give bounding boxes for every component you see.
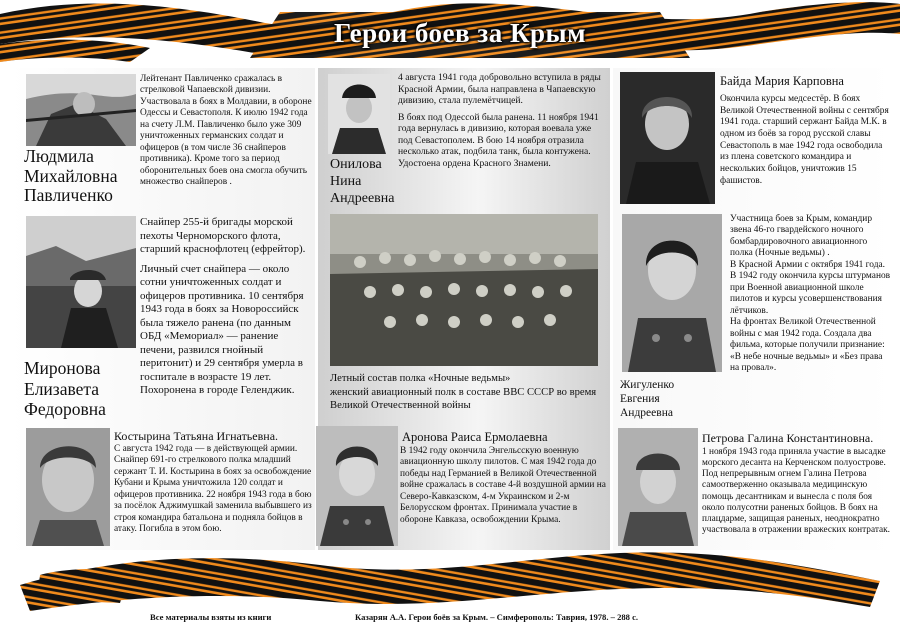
name-line: Павличенко: [24, 185, 113, 206]
onilova-bio: [398, 72, 606, 169]
petrova-name: [702, 432, 873, 445]
bayda-name: [720, 74, 844, 88]
kostyrina-name: [114, 430, 278, 443]
name-line: Андреевна: [620, 407, 673, 420]
st-george-ribbon-bottom-graphic: [0, 545, 900, 617]
bio-paragraph: Личный счет снайпера — около сотни уничтоженных солдат и офицеров противника. 10 сентября 1943 года в боях за Новороссийск была тяжело ранена (по данным ОБД «Мемориал» — ранение печени, развился гнойный перитонит) и 29 сентября умерла в госпитале в возрасте 19 лет. Похоронена в городе Геленджик.: [140, 262, 304, 397]
name-line: Костырина Татьяна Игнатьевна.: [114, 429, 279, 443]
name-line: Федоровна: [24, 399, 106, 420]
pavlichenko-bio: [140, 74, 312, 189]
bio-paragraph: В Красной Армии с октября 1941 года. В 1942 году окончила курсы штурманов при Военной авиационной школе пилотов и курсы усовершенствования лётчиков.: [730, 259, 891, 316]
kostyrina-bio: [114, 444, 312, 536]
bio-paragraph: 4 августа 1941 года добровольно вступила в ряды Красной Армии, была направлена в Чапаевскую дивизию, стала пулемётчицей.: [398, 72, 601, 106]
kostyrina-photo: [26, 428, 110, 546]
aronova-name: [402, 430, 548, 444]
aronova-bio: [400, 446, 608, 526]
name-line: Нина: [330, 173, 362, 189]
bio-paragraph: На фронтах Великой Отечественной войны с мая 1942 года. Создала два фильма, которые получили признание: «В небе ночные ведьмы» и «Без права на провал».: [730, 317, 885, 374]
footer: [0, 611, 900, 627]
bayda-photo: [620, 72, 715, 204]
name-line: Аронова Раиса Ермолаевна: [402, 430, 548, 444]
zhigulenko-bio: [730, 214, 892, 375]
name-line: Елизавета: [24, 378, 100, 399]
name-line: Миронова: [24, 358, 101, 378]
petrova-photo: [618, 428, 698, 546]
bio-paragraph: 1 ноября 1943 года приняла участие в высадке морского десанта на Керченском полуострове. Под непрерывным огнем Галина Петрова самоотверженно оказывала медицинскую помощь десантникам и вынесла с поля боя около полусотни раненых бойцов. В боях на плацдарме, защищая раненых, неоднократно участвовала в отражении вражеских контратак.: [702, 447, 890, 536]
name-line: Людмила: [24, 146, 94, 166]
pavlichenko-name: [24, 147, 117, 206]
page-title: Герои боев за Крым: [333, 18, 587, 48]
name-line: Онилова: [330, 157, 382, 172]
mironova-photo: [26, 216, 136, 348]
bio-paragraph: С августа 1942 года — в действующей армии. Снайпер 691-го стрелкового полка младший сержант Т. И. Костырина в боях за освобождение Кубани и Крыма уничтожила 120 солдат и офицеров противника. 22 ноября 1943 года в бою за посёлок Аджимушкай заменила выбывшего из строя командира батальона и подняла бойцов в атаку. Погибла в этом бою.: [114, 444, 312, 535]
night-witches-group-photo: [330, 214, 598, 366]
name-line: Михайловна: [24, 165, 118, 186]
bio-paragraph: Участница боев за Крым, командир звена 46-го гвардейского ночного бомбардировочного авиационного полка (Ночные ведьмы) .: [730, 214, 873, 259]
bio-paragraph: Окончила курсы медсестёр. В боях Великой Отечественной войны с сентября 1941 года. старший сержант Байда М.К. в одном из боёв за город русской славы Севастополь в мае 1942 года освободила из плена советского командира и нескольких бойцов, уничтожив 15 фашистов.: [720, 94, 889, 186]
caption-line: женский авиационный полк в составе ВВС СССР во время Великой Отечественной войны: [330, 386, 597, 412]
mironova-name: [24, 358, 106, 420]
bio-paragraph: В 1942 году окончила Энгельсскую военную авиационную школу пилотов. С мая 1942 года до победы над Германией в Великой Отечественной войне сражалась в составе 4-й воздушной армии на Северо-Кавказском, 4-м Украинском и 2-м Белорусском фронтах. Принимала участие в обороне Кавказа, освобождении Крыма.: [400, 446, 606, 525]
caption-line: Летный состав полка «Ночные ведьмы»: [330, 373, 511, 384]
name-line: Жигуленко: [620, 379, 675, 391]
bio-paragraph: Снайпер 255-й бригады морской пехоты Черноморского флота, старший краснофлотец (ефрейтор).: [140, 216, 306, 256]
bio-paragraph: В боях под Одессой была ранена. 11 ноября 1941 года вернулась в дивизию, которая воевала уже под Севастополем. В бою 14 ноября отразила несколько атак, подбила танк, была контужена. Удостоена ордена Красного Знамени.: [398, 111, 599, 169]
ribbon-bottom: [0, 545, 900, 617]
name-line: Андреевна: [330, 190, 395, 206]
name-line: Байда Мария Карповна: [720, 74, 844, 88]
mironova-bio: [140, 216, 312, 398]
zhigulenko-photo: [622, 214, 722, 372]
bio-paragraph: Лейтенант Павличенко сражалась в стрелковой Чапаевской дивизии. Участвовала в боях в Молдавии, в обороне Одессы и Севастополя. К июлю 1942 года на счету Л.М. Павличенко было уже 309 уничтоженных германских солдат и офицеров (в том числе 36 снайперов противника). Кроме того за период оборонительных боев она смогла обучить множество снайперов .: [140, 74, 312, 188]
footer-book-reference: Казарян А.А. Герои боёв за Крым. – Симферополь: Таврия, 1978. – 288 с.: [355, 612, 639, 622]
zhigulenko-name: [620, 378, 674, 420]
name-line: Евгения: [620, 393, 660, 406]
onilova-name: [330, 157, 394, 207]
petrova-bio: [702, 447, 894, 536]
pavlichenko-photo: [26, 74, 136, 146]
group-photo-caption: [330, 372, 602, 413]
aronova-photo: [316, 426, 398, 546]
footer-source-label: Все материалы взяты из книги: [150, 612, 272, 622]
bayda-bio: [720, 94, 892, 187]
onilova-photo: [328, 74, 390, 154]
name-line: Петрова Галина Константиновна.: [702, 431, 874, 445]
